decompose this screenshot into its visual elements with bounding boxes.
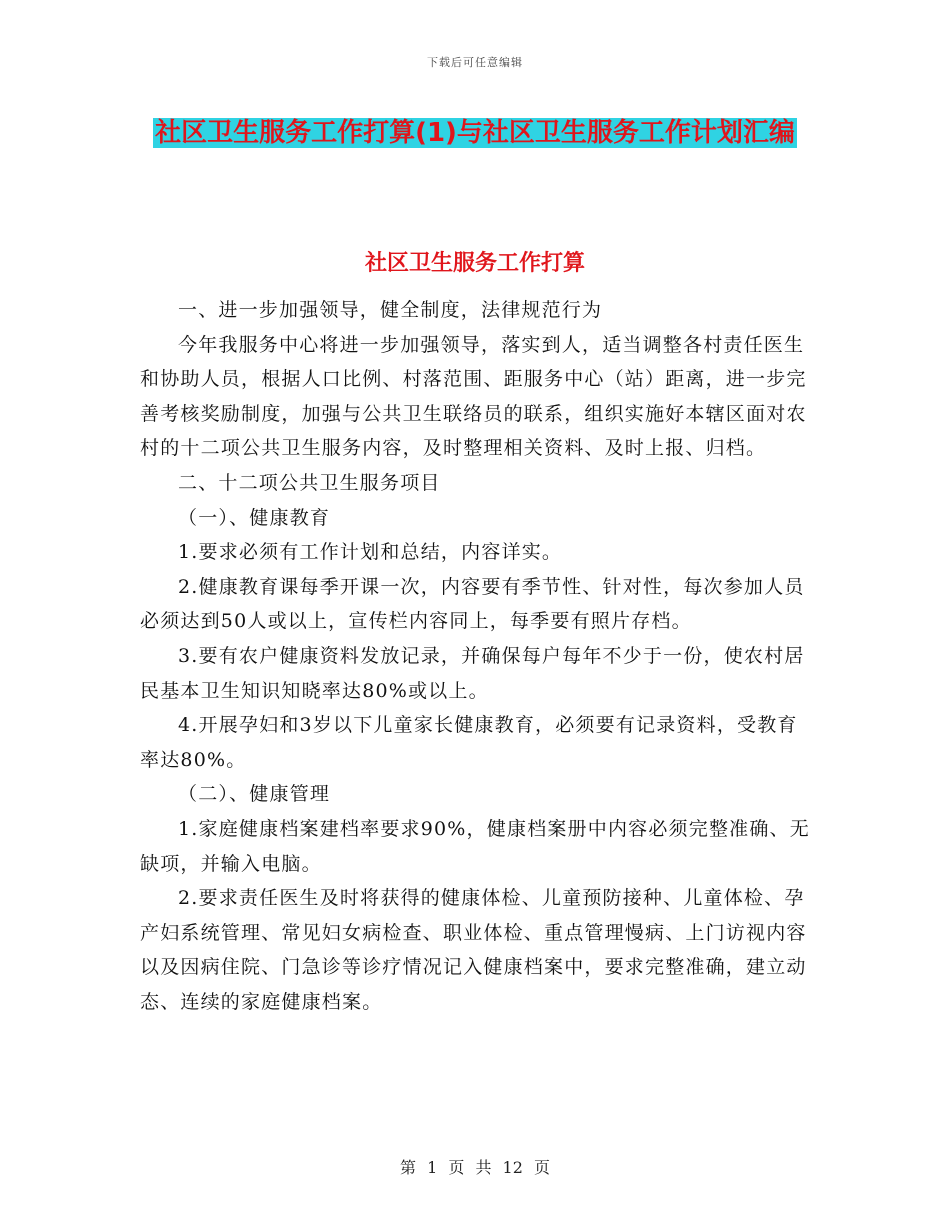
paragraph: 1.要求必须有工作计划和总结，内容详实。 bbox=[178, 541, 563, 564]
paragraph: 今年我服务中心将进一步加强领导，落实到人，适当调整各村责任医生和协助人员，根据人口比例、村落范围、距服务中心（站）距离，进一步完善考核奖励制度，加强与公共卫生联络员的联系，组织实施好本辖区面对农村的十二项公共卫生服务内容，及时整理相关资料、及时上报、归档。 bbox=[140, 333, 807, 460]
paragraph: 3.要有农户健康资料发放记录，并确保每户每年不少于一份，使农村居民基本卫生知识知晓率达80%或以上。 bbox=[140, 644, 805, 702]
paragraph: 4.开展孕妇和3岁以下儿童家长健康教育，必须要有记录资料，受教育率达80%。 bbox=[140, 714, 798, 771]
subheading-health-education: （一）、健康教育 bbox=[178, 506, 331, 529]
subheading-health-management: （二）、健康管理 bbox=[178, 783, 331, 806]
paragraph: 2.健康教育课每季开课一次，内容要有季节性、针对性，每次参加人员必须达到50人或以上，宣传栏内容同上，每季要有照片存档。 bbox=[140, 575, 805, 633]
main-title: 社区卫生服务工作打算(1)与社区卫生服务工作计划汇编 bbox=[155, 118, 795, 148]
main-title-block bbox=[120, 110, 830, 156]
paragraph: 2.要求责任医生及时将获得的健康体检、儿童预防接种、儿童体检、孕产妇系统管理、常见妇女病检查、职业体检、重点管理慢病、上门访视内容以及因病住院、门急诊等诊疗情况记入健康档案中，要求完整准确，建立动态、连续的家庭健康档案。 bbox=[140, 887, 807, 1013]
paragraph-heading-1: 一、进一步加强领导，健全制度，法律规范行为 bbox=[178, 299, 603, 321]
page-number: 第 1 页 共 12 页 bbox=[400, 1158, 550, 1177]
paragraph: 1.家庭健康档案建档率要求90%，健康档案册中内容必须完整准确、无缺项，并输入电脑。 bbox=[140, 817, 810, 875]
body-text bbox=[140, 293, 815, 1019]
section-title: 社区卫生服务工作打算 bbox=[364, 251, 585, 276]
paragraph-heading-2: 二、十二项公共卫生服务项目 bbox=[178, 471, 441, 494]
header-note: 下载后可任意编辑 bbox=[427, 56, 523, 69]
